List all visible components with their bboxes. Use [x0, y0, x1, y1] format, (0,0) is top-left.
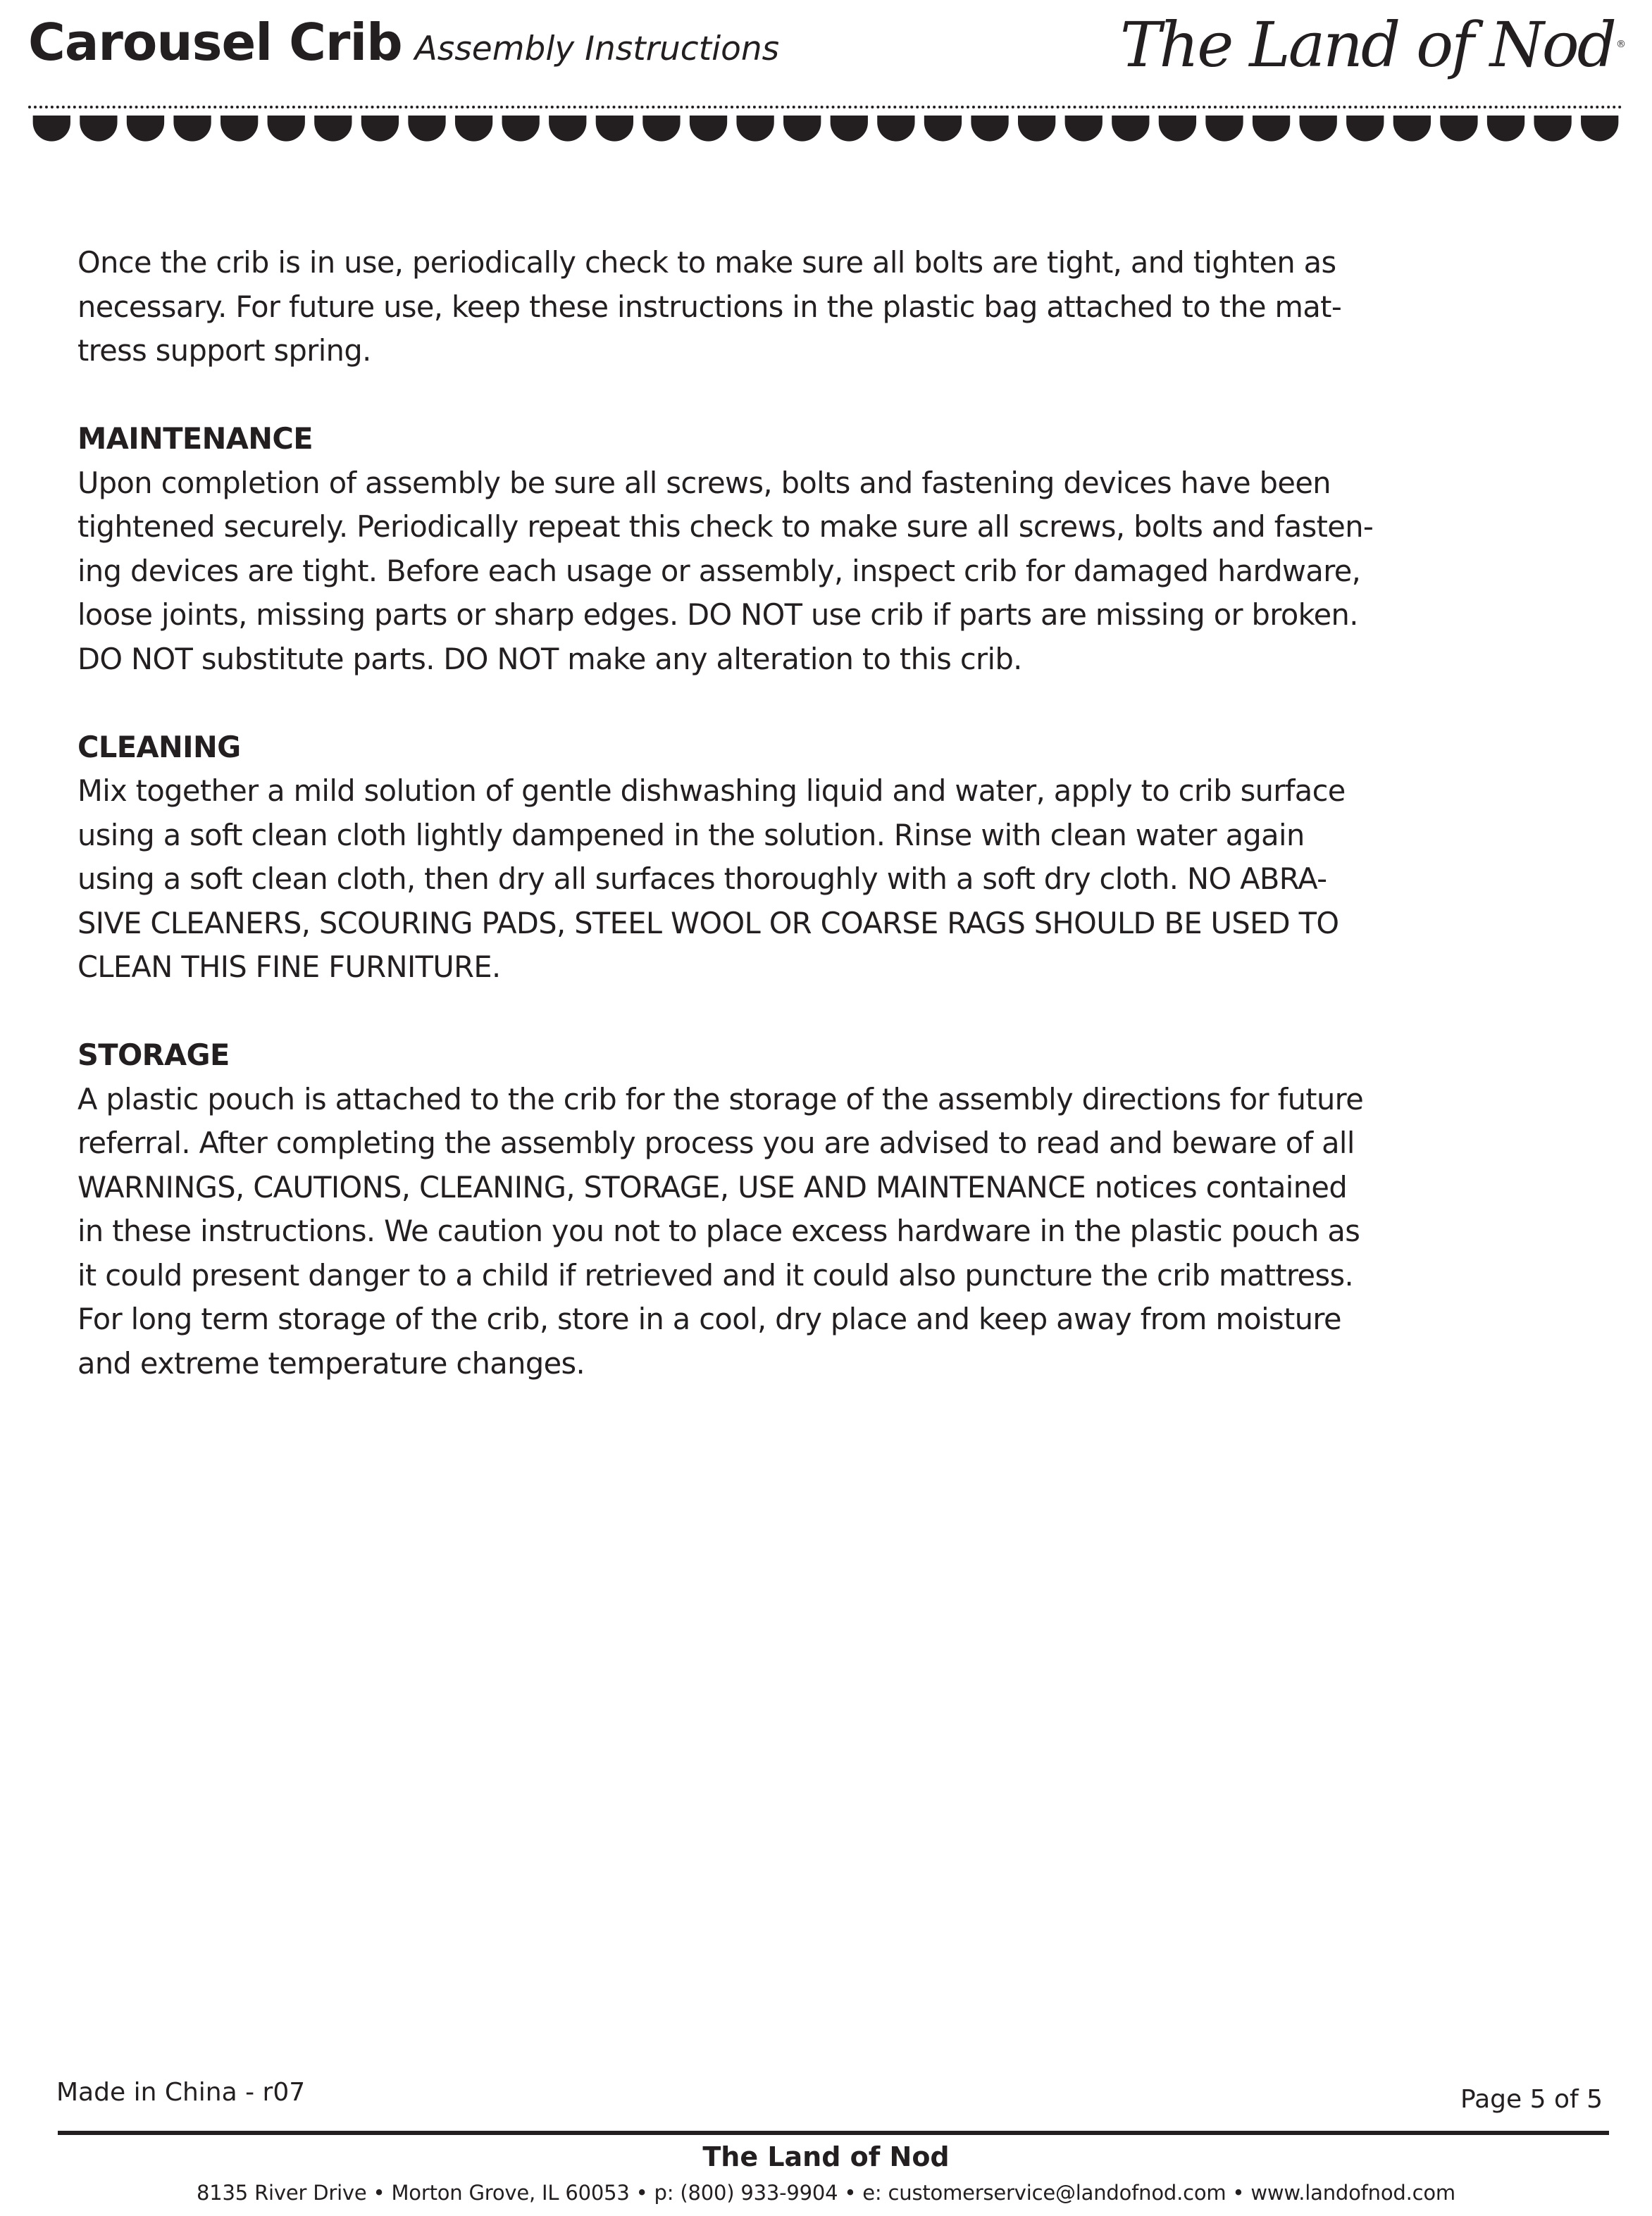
- scallop: [783, 116, 821, 142]
- scallop: [690, 116, 727, 142]
- page-number: Page 5 of 5: [1460, 2085, 1603, 2114]
- maintenance-text: Upon completion of assembly be sure all screws, bolts and fastening devices have been tightened securely. Periodically repeat this check to make sure all screws, bolts and fasten- ing devices are tight. Before each usage or assembly, inspect crib for damaged hardware, loose joints, missing parts or sharp edges. DO NOT use crib if parts are missing or broken. DO NOT substitute parts. DO NOT make any alteration to this crib.: [77, 465, 1374, 676]
- scallop: [736, 116, 774, 142]
- scallop: [361, 116, 399, 142]
- scallop: [1346, 116, 1384, 142]
- footer-company-name: The Land of Nod: [702, 2141, 950, 2172]
- maintenance-section: [77, 417, 1571, 681]
- scallop: [1393, 116, 1431, 142]
- scallop: [173, 116, 211, 142]
- cleaning-text: Mix together a mild solution of gentle dishwashing liquid and water, apply to crib surface using a soft clean cloth lightly dampened in the solution. Rinse with clean water again using a soft clean cloth, then dry all surfaces thoroughly with a soft dry cloth. NO ABRA- SIVE CLEANERS, SCOURING PADS, STEEL WOOL OR COARSE RAGS SHOULD BE USED TO CLEAN THIS FINE FURNITURE.: [77, 773, 1346, 984]
- scallop: [1487, 116, 1524, 142]
- scallop: [549, 116, 586, 142]
- scallop: [596, 116, 633, 142]
- dotted-divider: [28, 106, 1623, 108]
- footer-divider: [58, 2131, 1609, 2135]
- cleaning-section: [77, 726, 1571, 990]
- scallop: [1065, 116, 1103, 142]
- storage-section: [77, 1033, 1571, 1386]
- scallop: [502, 116, 540, 142]
- scallop-border: [28, 116, 1623, 149]
- scallop: [642, 116, 680, 142]
- made-in-label: Made in China - r07: [56, 2078, 306, 2107]
- document-subtitle: Assembly Instructions: [414, 30, 780, 68]
- brand-logo: [1119, 6, 1624, 83]
- scallop: [127, 116, 164, 142]
- scallop: [1112, 116, 1149, 142]
- scallop: [33, 116, 70, 142]
- storage-text: A plastic pouch is attached to the crib for the storage of the assembly directions for future referral. After completing the assembly process you are advised to read and beware of all WARNINGS, CAUTIONS, CLEANING, STORAGE, USE AND MAINTENANCE notices contained in these instructions. We caution you not to place excess hardware in the plastic pouch as it could present danger to a child if retrieved and it could also puncture the crib mattress. For long term storage of the crib, store in a cool, dry place and keep away from moisture and extreme temperature changes.: [77, 1081, 1364, 1381]
- scallop: [1205, 116, 1243, 142]
- intro-paragraph: Once the crib is in use, periodically check to make sure all bolts are tight, and tighten as necessary. For future use, keep these instructions in the plastic bag attached to the mat- tress support spring.: [77, 245, 1342, 368]
- scallop: [455, 116, 492, 142]
- scallop: [268, 116, 305, 142]
- scallop: [1534, 116, 1571, 142]
- scallop: [1440, 116, 1477, 142]
- scallop: [221, 116, 258, 142]
- scallop: [1300, 116, 1337, 142]
- scallop: [971, 116, 1008, 142]
- brand-logo-text: The Land of Nod: [1119, 8, 1615, 81]
- scallop: [877, 116, 914, 142]
- cleaning-heading: CLEANING: [77, 729, 241, 764]
- maintenance-heading: MAINTENANCE: [77, 421, 313, 456]
- scallop: [924, 116, 962, 142]
- scallop: [314, 116, 352, 142]
- document-title-block: [28, 13, 779, 72]
- footer-contact-info: 8135 River Drive • Morton Grove, IL 60053 • p: (800) 933-9904 • e: customerservice@landofnod.com • www.landofnod.com: [197, 2181, 1455, 2205]
- scallop: [1581, 116, 1618, 142]
- scallop: [80, 116, 117, 142]
- scallop: [408, 116, 445, 142]
- scallop: [1018, 116, 1055, 142]
- storage-heading: STORAGE: [77, 1038, 230, 1072]
- scallop: [1253, 116, 1290, 142]
- document-title: Carousel Crib: [28, 13, 402, 72]
- scallop: [1159, 116, 1196, 142]
- registered-mark: ®: [1616, 39, 1624, 50]
- instructions-body: [77, 241, 1571, 1430]
- scallop: [831, 116, 868, 142]
